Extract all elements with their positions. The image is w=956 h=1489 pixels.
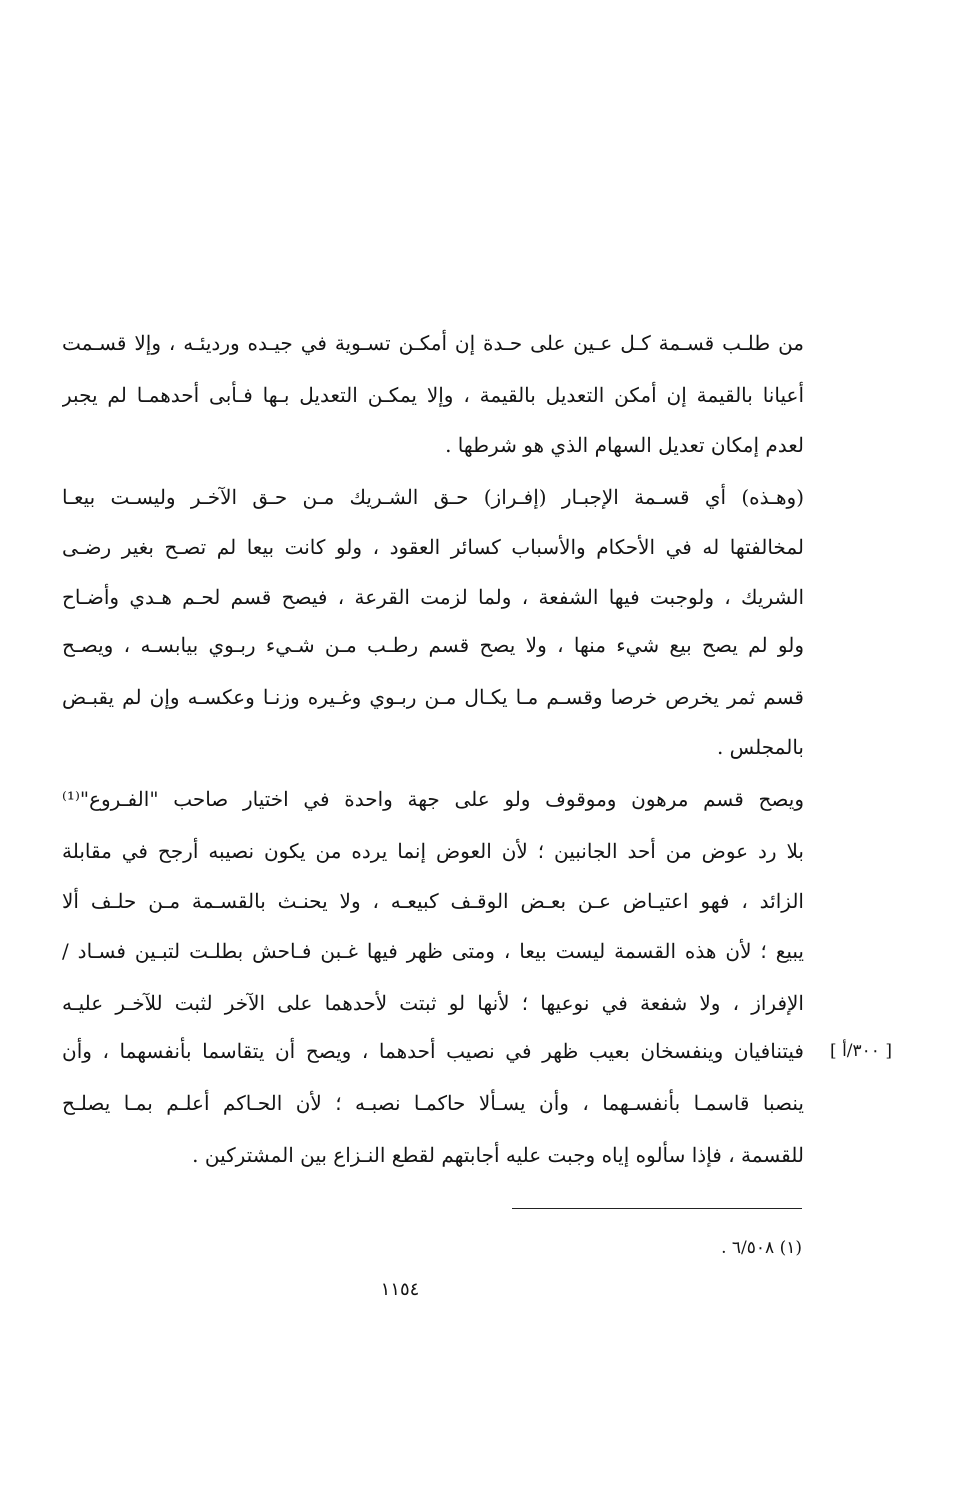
text-line: الشريك ، ولوجبت فيها الشفعة ، ولما لزمت القرعة ، فيصح قسم لحـم هـدي وأضـاح — [62, 585, 804, 609]
text-line: ويصح قسم مرهون وموقوف ولو على جهة واحدة في اختيار صاحب "الفـروع"⁽¹⁾ — [62, 787, 804, 811]
footnote: (١) ٦/٥٠٨ . — [721, 1238, 802, 1258]
footnote-separator — [512, 1208, 802, 1209]
text-line: بلا رد عوض من أحد الجانبين ؛ لأن العوض إنما يرده من يكون نصيبه أرجح في مقابلة — [62, 839, 804, 863]
text-line: من طلـب قسـمة كـل عـين على حـدة إن أمكـن تسـوية في جيـده ورديئـه ، وإلا قسـمت — [62, 331, 804, 355]
text-line: لعدم إمكان تعديل السهام الذي هو شرطها . — [445, 433, 804, 457]
text-line: ولو لم يصح بيع شيء منها ، ولا يصح قسم رطـب مـن شـيء ربـوي بيابسـه ، ويصـح — [62, 633, 804, 657]
text-line: (وهـذه) أي قسـمة الإجبـار (إفـراز) حـق الشـريك مـن حـق الآخـر وليسـت بيعـا — [62, 485, 804, 509]
text-line: قسم ثمر يخرص خرصا وقسـم مـا يكـال مـن ربـوي وغـيره وزنـا وعكسـه وإن لم يقبـض — [62, 685, 804, 709]
page-number: ١١٥٤ — [380, 1279, 420, 1300]
text-line: الإفراز ، ولا شفعة في نوعيها ؛ لأنها لو ثبتت لأحدهما على الآخر لثبت للآخـر عليـه — [62, 991, 804, 1015]
text-line: لمخالفتها له في الأحكام والأسباب كسائر العقود ، ولو كانت بيعا لم تصـح بغير رضـى — [62, 535, 804, 559]
text-line: فيتنافيان وينفسخان بعيب ظهر في نصيب أحدهما ، ويصح أن يتقاسما بأنفسهما ، وأن — [62, 1039, 804, 1063]
text-line: أعيانا بالقيمة إن أمكن التعديل بالقيمة ، وإلا يمكـن التعديل بـها فـأبى أحدهمـا لم يجبر — [62, 383, 804, 407]
margin-folio-note: [ ٣٠٠/أ ] — [830, 1041, 892, 1061]
text-line: يبيع ؛ لأن هذه القسمة ليست بيعا ، ومتى ظهر فيها غـبن فـاحش بطلـت لتبـين فسـاد / — [62, 939, 804, 963]
text-line: ينصبا قاسمـا بأنفسـهما ، وأن يسـألا حاكمـا نصبـه ؛ لأن الحـاكم أعلـم بمـا يصلـح — [62, 1091, 804, 1115]
text-line: الزائد ، فهو اعتيـاض عـن بعـض الوقـف كبيعـه ، ولا يحنـث بالقسـمة مـن حلـف ألا — [62, 889, 804, 913]
text-line: بالمجلس . — [716, 735, 804, 759]
text-line: للقسمة ، فإذا سألوه إياه وجبت عليه أجابتهم لقطع النـزاع بين المشتركين . — [192, 1143, 804, 1167]
